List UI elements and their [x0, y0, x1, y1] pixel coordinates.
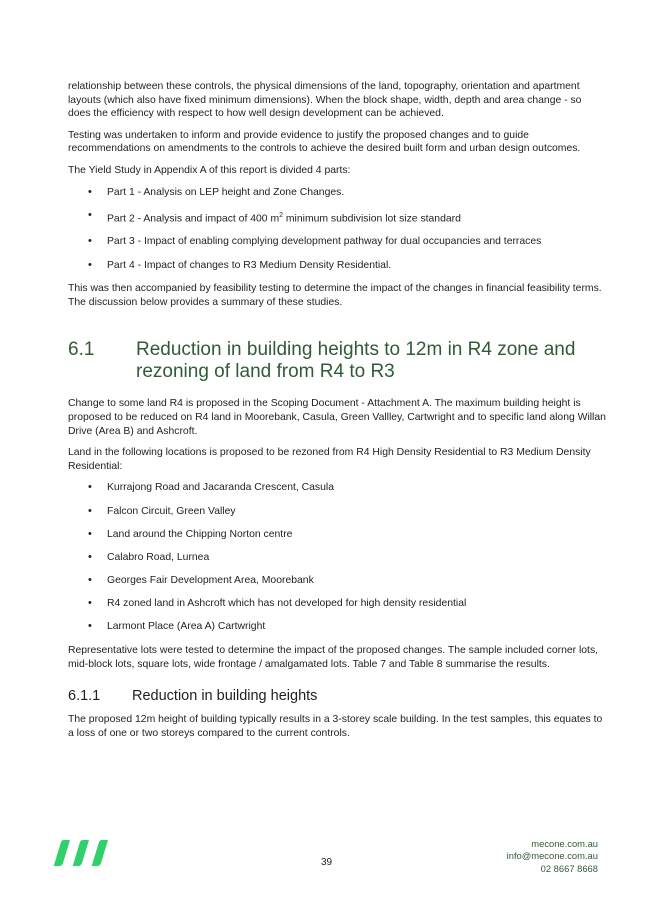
list-item: • Georges Fair Development Area, Moorebank — [68, 574, 606, 588]
footer-website: mecone.com.au — [531, 838, 598, 849]
footer-contact — [507, 838, 598, 875]
list-item: • Kurrajong Road and Jacaranda Crescent, Casula — [68, 481, 606, 495]
list-item: • Falcon Circuit, Green Valley — [68, 505, 606, 519]
intro-paragraph-1: relationship between these controls, the physical dimensions of the land, topography, orientation and apartment layouts (which also have fixed minimum dimensions). When the block shape, width, depth and area change - so does the efficiency with respect to how well design development can be achieved. — [68, 81, 582, 120]
section-6-1-paragraph-3: Representative lots were tested to determine the impact of the proposed changes. The sample included corner lots, mid-block lots, square lots, wide frontage / amalgamated lots. Table 7 and Table 8 summarise the results. — [68, 645, 599, 670]
list-item-text: Part 3 - Impact of enabling complying development pathway for dual occupancies and terraces — [107, 236, 542, 248]
list-item: • Calabro Road, Lurnea — [68, 551, 606, 565]
list-item-text: Part 1 - Analysis on LEP height and Zone Changes. — [107, 186, 345, 198]
section-number: 6.1 — [68, 339, 95, 361]
intro-paragraph-2: Testing was undertaken to inform and provide evidence to justify the proposed changes and to guide recommendations on amendments to the controls to achieve the desired built form and urban design outcomes. — [68, 129, 581, 155]
footer-email: info@mecone.com.au — [506, 850, 598, 862]
intro-paragraph-4: This was then accompanied by feasibility testing to determine the impact of the changes in financial feasibility terms. The discussion below provides a summary of these studies. — [68, 283, 602, 308]
intro-paragraph-3: The Yield Study in Appendix A of this report is divided 4 parts: — [68, 164, 351, 176]
footer-phone: 02 8667 8668 — [540, 862, 598, 874]
subsection-number: 6.1.1 — [68, 688, 101, 705]
list-item-text-continued: minimum subdivision lot size standard — [283, 213, 461, 225]
list-item — [68, 209, 606, 226]
yield-study-parts-list — [68, 186, 606, 273]
list-item: • R4 zoned land in Ashcroft which has not developed for high density residential — [68, 597, 606, 611]
section-title: Reduction in building heights to 12m in R4 zone and rezoning of land from R4 to R3 — [136, 339, 576, 383]
section-6-1-paragraph-1: Change to some land R4 is proposed in the Scoping Document - Attachment A. The maximum building height is proposed to be reduced on R4 land in Moorebank, Casula, Green Vallley, Cartwright and to specific land along Willan Drive (Area B) and Ashcroft. — [68, 398, 606, 437]
list-item — [68, 186, 606, 200]
section-6-1-1-paragraph-1: The proposed 12m height of building typically results in a 3-storey scale building. In the test samples, this equates to a loss of one or two storeys compared to the current controls. — [68, 714, 603, 739]
section-heading-6-1-1 — [68, 687, 606, 705]
rezoning-locations-list — [68, 481, 606, 634]
list-item: • Larmont Place (Area A) Cartwright — [68, 620, 606, 634]
section-6-1-paragraph-2: Land in the following locations is proposed to be rezoned from R4 High Density Residential to R3 Medium Density Residential: — [68, 447, 591, 472]
page-content — [68, 80, 606, 748]
list-item: • Land around the Chipping Norton centre — [68, 528, 606, 542]
page-number: 39 — [320, 857, 333, 868]
list-item — [68, 235, 606, 249]
subsection-title: Reduction in building heights — [132, 688, 318, 705]
superscript: 2 — [279, 211, 284, 219]
section-heading-6-1 — [68, 339, 606, 383]
list-item — [68, 259, 606, 273]
list-item-text: Part 2 - Analysis and impact of 400 m — [107, 213, 280, 225]
list-item-text: Part 4 - Impact of changes to R3 Medium Density Residential. — [107, 259, 392, 271]
